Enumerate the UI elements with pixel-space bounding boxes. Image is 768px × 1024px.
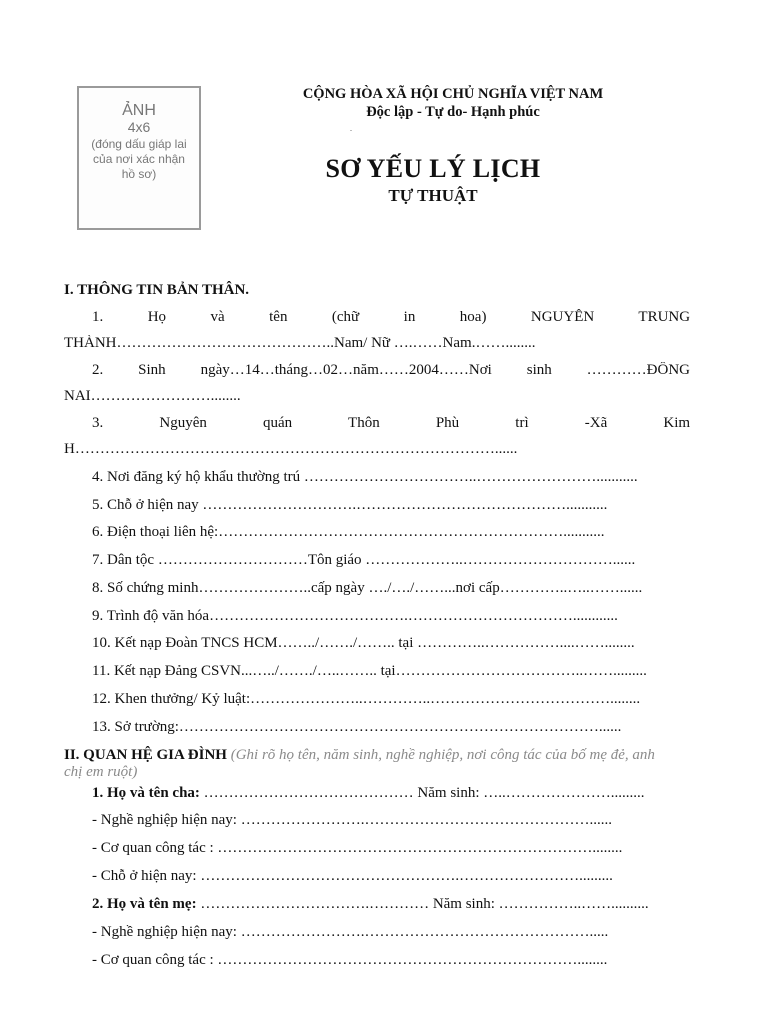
- item1-line2: THÀNH……………………………………..Nam/ Nữ ….……Nam.……........: [64, 335, 536, 351]
- mother-label: 2. Họ và tên mẹ:: [92, 896, 197, 912]
- mother-name-row: [92, 896, 666, 913]
- item13-strengths: 13. Sở trường:…………………………………………………………………………......: [92, 719, 622, 735]
- item3-line2: H…………………………………………………………………………......: [64, 441, 518, 457]
- photo-size: 4x6: [127, 119, 151, 135]
- item6-phone: 6. Điện thoại liên hệ:……………………………………………………………...........: [92, 524, 605, 540]
- item1-line1: 1. Họ và tên (chữ in hoa) NGUYỄN TRUNG: [92, 309, 690, 325]
- father-name-fill: …………………………………… Năm sinh: …..………………….........: [199, 785, 645, 801]
- photo-label: ẢNH: [122, 102, 156, 119]
- father-workplace: - Cơ quan công tác : …………………………………………………………………........: [92, 840, 623, 856]
- photo-note: (đóng dấu giáp lai của nơi xác nhận hồ sơ): [91, 137, 187, 181]
- item5-current-address: 5. Chỗ ở hiện nay ………………………….……………………………………...........: [92, 497, 608, 513]
- document-subtitle: TỰ THUẬT: [388, 186, 478, 205]
- item8-id-card: 8. Số chứng minh…………………..cấp ngày …./…./……...nơi cấp…………..…..……......: [92, 580, 643, 596]
- item7-ethnicity-religion: 7. Dân tộc …………………………Tôn giáo ………………..…………………………......: [92, 552, 636, 568]
- item2-line1: 2. Sinh ngày…14…tháng…02…năm……2004……Nơi sinh …………ĐỒNG: [92, 362, 690, 378]
- document-title: SƠ YẾU LÝ LỊCH: [325, 154, 541, 183]
- mother-job: - Nghề nghiệp hiện nay: …………………….……………………………………….....: [92, 924, 609, 940]
- father-address: - Chỗ ở hiện nay: …………………………………………….…………………….........: [92, 868, 613, 884]
- mother-workplace: - Cơ quan công tác : ………………………………………………………………........: [92, 952, 608, 968]
- item12-rewards: 12. Khen thưởng/ Kỷ luật:…………………..…………..………………………………........: [92, 691, 641, 707]
- father-name-row: [92, 785, 666, 802]
- stray-dot: .: [350, 124, 352, 133]
- father-job: - Nghề nghiệp hiện nay: …………………….………………………………………......: [92, 812, 612, 828]
- item11-party: 11. Kết nạp Đảng CSVN...…../……./…..…….. tại………………………………..…….........: [92, 663, 647, 679]
- section1-heading: I. THÔNG TIN BẢN THÂN.: [64, 282, 250, 298]
- item10-youth-union: 10. Kết nạp Đoàn TNCS HCM……../……./…….. tại …………..……………....……........: [92, 635, 635, 651]
- item4-residence: 4. Nơi đăng ký hộ khẩu thường trú ……………………………..……………………...........: [92, 469, 638, 485]
- father-label: 1. Họ và tên cha:: [92, 785, 200, 801]
- item2-line2: NAI……………………........: [64, 388, 241, 404]
- section2-note-cont: chị em ruột): [64, 764, 138, 780]
- section2-note: (Ghi rõ họ tên, năm sinh, nghề nghiệp, nơi công tác của bố mẹ đẻ, anh: [230, 747, 655, 763]
- section2-heading: [64, 747, 655, 764]
- mother-name-fill: …………………………….………… Năm sinh: ……………..……..........: [196, 896, 649, 912]
- motto: Độc lập - Tự do- Hạnh phúc: [366, 104, 540, 120]
- section2-title: II. QUAN HỆ GIA ĐÌNH: [64, 747, 227, 763]
- nation-heading: CỘNG HÒA XÃ HỘI CHỦ NGHĨA VIỆT NAM: [302, 86, 604, 102]
- photo-placeholder: [77, 86, 201, 230]
- item9-education: 9. Trình độ văn hóa………………………………….……………………………............: [92, 608, 618, 624]
- item3-line1: 3. Nguyên quán Thôn Phù trì -Xã Kim: [92, 415, 690, 431]
